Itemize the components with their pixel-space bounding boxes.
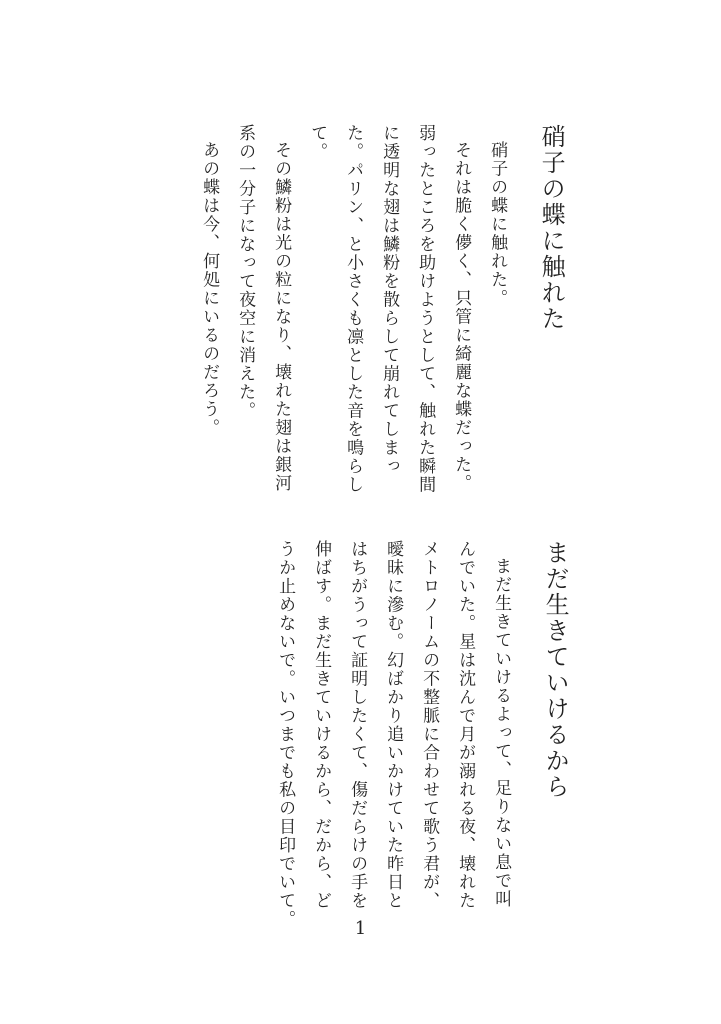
- text-line: んでいた。星は沈んで月が溺れる夜、壊れた: [455, 540, 476, 910]
- paragraph: [479, 124, 515, 484]
- paragraph: [299, 124, 479, 494]
- text-line: はちがうって証明したくて、傷だらけの手を: [347, 540, 368, 910]
- piece-body: [267, 540, 519, 960]
- text-line: その鱗粉は光の粒になり、壊れた翅は銀河: [271, 141, 292, 493]
- text-line: あの蝶は今、何処にいるのだろう。: [199, 141, 220, 437]
- text-line: 曖昧に滲む。幻ばかり追いかけていた昨日と: [383, 540, 404, 910]
- text-line: うか止めないで。いつまでも私の目印でいて。: [275, 540, 296, 929]
- text-line: 伸ばす。まだ生きていけるから、だから、ど: [311, 540, 332, 910]
- text-line: て。: [307, 124, 328, 161]
- page-number: 1: [354, 918, 367, 939]
- piece-glass-butterfly: [191, 124, 583, 494]
- piece-still-alive: [267, 540, 587, 960]
- paragraph: [227, 124, 299, 493]
- piece-title: まだ生きていけるから: [541, 540, 570, 800]
- text-line: まだ生きていけるよって、足りない息で叫: [491, 557, 512, 909]
- piece-body: [191, 124, 515, 494]
- text-line: 硝子の蝶に触れた。: [487, 141, 508, 308]
- text-line: た。パリン、と小さくも凛とした音を鳴らし: [343, 124, 364, 494]
- piece-title: 硝子の蝶に触れた: [537, 124, 566, 332]
- text-line: メトロノームの不整脈に合わせて歌う君が、: [419, 540, 440, 910]
- text-line: に透明な翅は鱗粉を散らして崩れてしまっ: [379, 124, 400, 476]
- text-line: それは脆く儚く、只管に綺麗な蝶だった。: [451, 141, 472, 493]
- text-line: 弱ったところを助けようとして、触れた瞬間: [415, 124, 436, 494]
- text-line: 系の一分子になって夜空に消えた。: [235, 124, 256, 420]
- paragraph: [267, 540, 519, 960]
- paragraph: [191, 124, 227, 484]
